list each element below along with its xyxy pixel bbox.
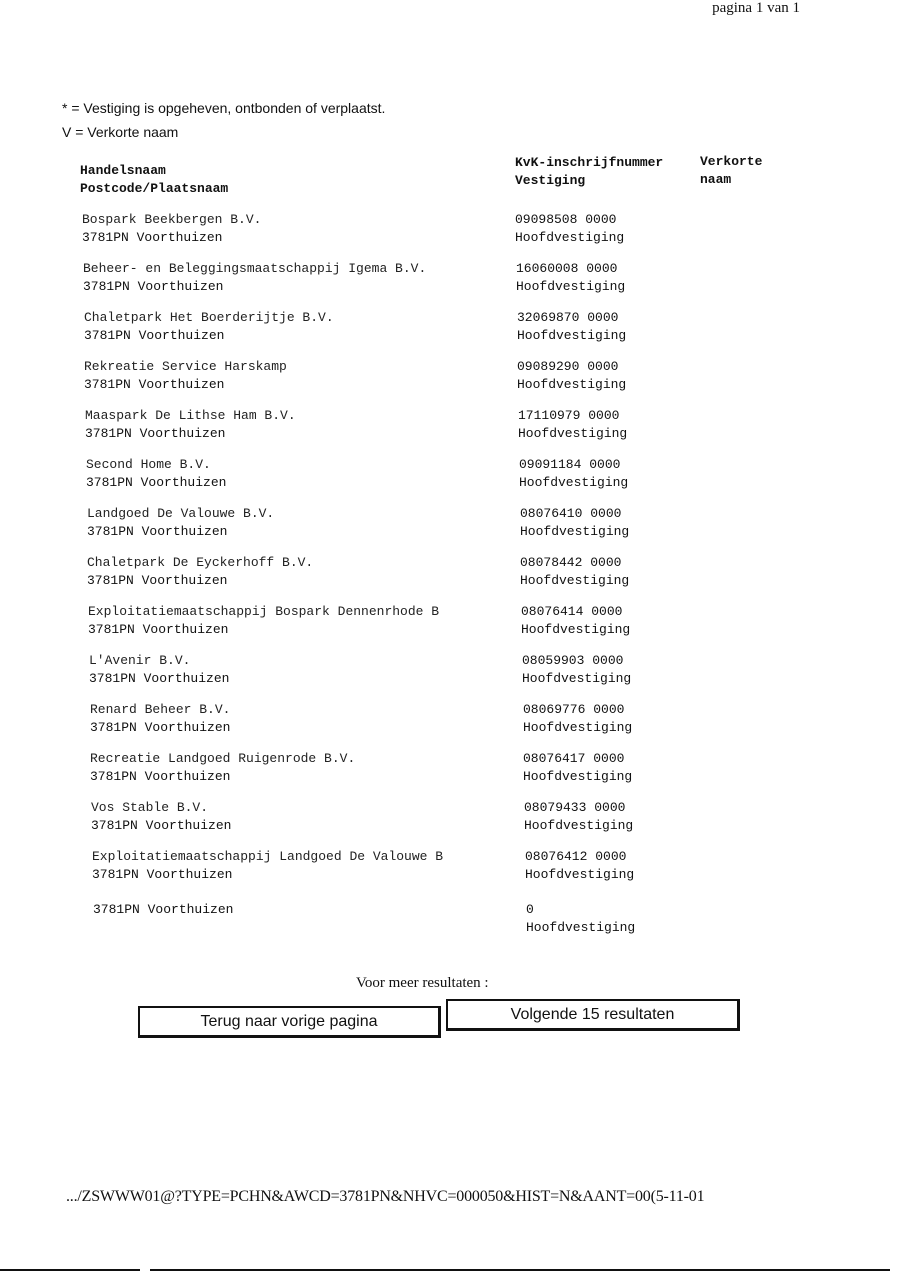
page-number: pagina 1 van 1: [712, 0, 800, 16]
table-row: [90, 701, 790, 741]
kvk-number: 08059903 0000: [522, 653, 624, 668]
company-name-link[interactable]: Rekreatie Service Harskamp: [84, 359, 287, 374]
vestiging-type: Hoofdvestiging: [525, 867, 635, 882]
header-col2-line1: KvK-inschrijfnummer: [515, 155, 664, 170]
company-name-link[interactable]: Chaletpark De Eyckerhoff B.V.: [87, 555, 314, 570]
table-row: [90, 750, 790, 790]
kvk-number: 08076410 0000: [520, 506, 622, 521]
table-row: [89, 652, 789, 692]
vestiging-type: Hoofdvestiging: [521, 622, 631, 637]
vestiging-type: Hoofdvestiging: [523, 720, 633, 735]
company-name-link[interactable]: Chaletpark Het Boerderijtje B.V.: [84, 310, 334, 325]
kvk-number: 08076412 0000: [525, 849, 627, 864]
company-place: 3781PN Voorthuizen: [90, 769, 231, 784]
kvk-number: 16060008 0000: [516, 261, 618, 276]
company-name-link[interactable]: Exploitatiemaatschappij Bospark Dennenrhode B: [88, 604, 440, 619]
company-name-link[interactable]: Bospark Beekbergen B.V.: [82, 212, 262, 227]
header-col3-line1: Verkorte: [700, 154, 763, 169]
company-place: 3781PN Voorthuizen: [87, 573, 228, 588]
company-place: 3781PN Voorthuizen: [93, 902, 234, 917]
kvk-number: 08076417 0000: [523, 751, 625, 766]
table-row: [87, 505, 787, 545]
kvk-number: 0: [526, 902, 534, 917]
header-kvk: [515, 154, 663, 190]
vestiging-type: Hoofdvestiging: [518, 426, 628, 441]
next-results-button[interactable]: Volgende 15 resultaten: [446, 999, 740, 1031]
kvk-number: 09098508 0000: [515, 212, 617, 227]
table-row: [88, 603, 788, 643]
scan-line-right: [150, 1269, 890, 1271]
vestiging-type: Hoofdvestiging: [517, 377, 627, 392]
company-place: 3781PN Voorthuizen: [87, 524, 228, 539]
legend: [62, 96, 385, 144]
table-row: [84, 309, 784, 349]
vestiging-type: Hoofdvestiging: [516, 279, 626, 294]
company-name-link[interactable]: Beheer- en Beleggingsmaatschappij Igema B.V.: [83, 261, 427, 276]
vestiging-type: Hoofdvestiging: [520, 573, 630, 588]
header-verkorte-naam: [700, 153, 762, 189]
header-col1-line1: Handelsnaam: [80, 163, 166, 178]
kvk-number: 17110979 0000: [518, 408, 620, 423]
vestiging-type: Hoofdvestiging: [517, 328, 627, 343]
company-place: 3781PN Voorthuizen: [85, 426, 226, 441]
company-name-link[interactable]: L'Avenir B.V.: [89, 653, 191, 668]
legend-line-verkort: V = Verkorte naam: [62, 124, 179, 140]
more-results-label: Voor meer resultaten :: [356, 975, 489, 991]
table-row: [82, 211, 782, 251]
vestiging-type: Hoofdvestiging: [526, 920, 636, 935]
kvk-number: 09089290 0000: [517, 359, 619, 374]
company-name-link[interactable]: Renard Beheer B.V.: [90, 702, 231, 717]
table-row: [87, 554, 787, 594]
company-name-link[interactable]: Recreatie Landgoed Ruigenrode B.V.: [90, 751, 356, 766]
company-place: 3781PN Voorthuizen: [90, 720, 231, 735]
company-name-link[interactable]: Landgoed De Valouwe B.V.: [87, 506, 275, 521]
company-name-link[interactable]: Exploitatiemaatschappij Landgoed De Valouwe B: [92, 849, 444, 864]
company-place: 3781PN Voorthuizen: [91, 818, 232, 833]
company-place: 3781PN Voorthuizen: [84, 377, 225, 392]
company-place: 3781PN Voorthuizen: [84, 328, 225, 343]
table-row: [83, 260, 783, 300]
header-handelsnaam: [80, 162, 228, 198]
legend-line-opgeheven: * = Vestiging is opgeheven, ontbonden of verplaatst.: [62, 100, 386, 116]
company-place: 3781PN Voorthuizen: [86, 475, 227, 490]
company-place: 3781PN Voorthuizen: [88, 622, 229, 637]
kvk-number: 08078442 0000: [520, 555, 622, 570]
back-button[interactable]: Terug naar vorige pagina: [138, 1006, 441, 1038]
vestiging-type: Hoofdvestiging: [523, 769, 633, 784]
kvk-number: 32069870 0000: [517, 310, 619, 325]
page-url: .../ZSWWW01@?TYPE=PCHN&AWCD=3781PN&NHVC=000050&HIST=N&AANT=00(5-11-01: [66, 1188, 705, 1205]
kvk-number: 08069776 0000: [523, 702, 625, 717]
scan-line-left: [0, 1269, 140, 1271]
vestiging-type: Hoofdvestiging: [522, 671, 632, 686]
table-row: [84, 358, 784, 398]
header-col3-line2: naam: [700, 172, 732, 187]
table-row: [91, 799, 791, 839]
table-row: [86, 456, 786, 496]
kvk-number: 08079433 0000: [524, 800, 626, 815]
header-col2-line2: Vestiging: [515, 173, 586, 188]
table-row: [93, 901, 793, 941]
company-place: 3781PN Voorthuizen: [83, 279, 224, 294]
vestiging-type: Hoofdvestiging: [515, 230, 625, 245]
company-name-link[interactable]: Maaspark De Lithse Ham B.V.: [85, 408, 296, 423]
table-row: [85, 407, 785, 447]
company-place: 3781PN Voorthuizen: [82, 230, 223, 245]
header-col1-line2: Postcode/Plaatsnaam: [80, 181, 229, 196]
kvk-number: 09091184 0000: [519, 457, 621, 472]
vestiging-type: Hoofdvestiging: [524, 818, 634, 833]
vestiging-type: Hoofdvestiging: [520, 524, 630, 539]
company-place: 3781PN Voorthuizen: [92, 867, 233, 882]
vestiging-type: Hoofdvestiging: [519, 475, 629, 490]
kvk-number: 08076414 0000: [521, 604, 623, 619]
table-row: [92, 848, 792, 888]
company-name-link[interactable]: Second Home B.V.: [86, 457, 211, 472]
company-place: 3781PN Voorthuizen: [89, 671, 230, 686]
company-name-link[interactable]: Vos Stable B.V.: [91, 800, 209, 815]
